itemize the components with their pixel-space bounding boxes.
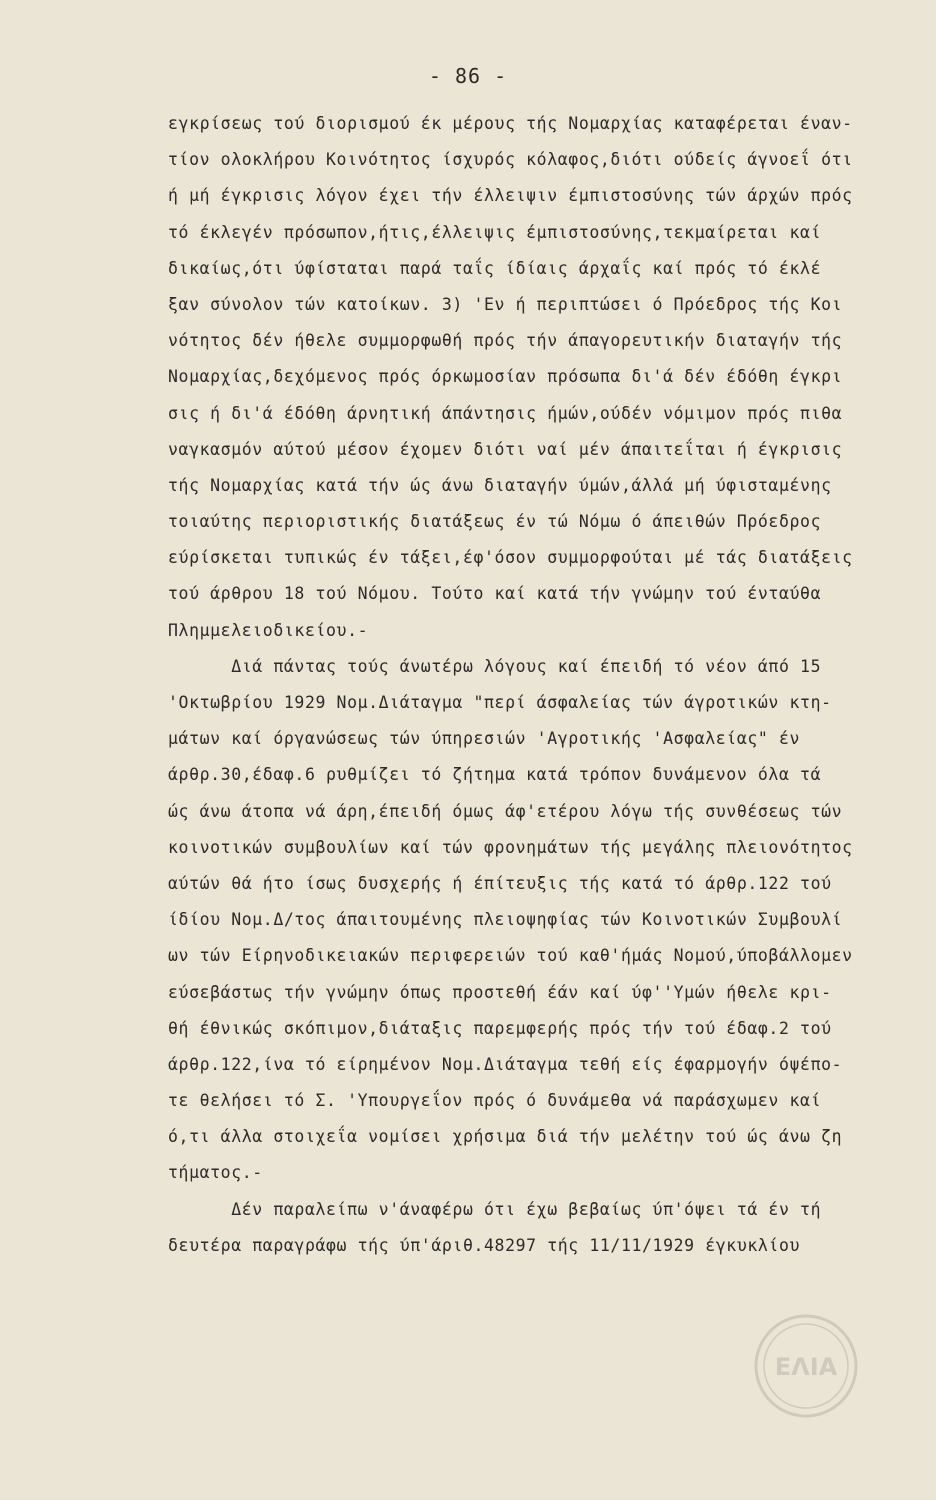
- text-line: ή μή έγκρισις λόγον έχει τήν έλλειψιν έμπιστοσύνης τών άρχών πρός: [168, 186, 853, 206]
- text-line: τήματος.-: [168, 1163, 263, 1183]
- text-line: τής Νομαρχίας κατά τήν ώς άνω διαταγήν ύμών,άλλά μή ύφισταμένης: [168, 475, 832, 495]
- page-number: - 86 -: [428, 64, 508, 88]
- text-line: 'Οκτωβρίου 1929 Νομ.Διάταγμα "περί άσφαλείας τών άγροτικών κτη-: [168, 693, 832, 712]
- text-line: τίον ολοκλήρου Κοινότητος ίσχυρός κόλαφος,διότι ούδείς άγνοεΐ ότι: [168, 150, 853, 170]
- text-line: Πλημμελειοδικείου.-: [168, 620, 369, 640]
- text-line: τό έκλεγέν πρόσωπον,ήτις,έλλειψις έμπιστοσύνης,τεκμαίρεται καί: [168, 222, 822, 242]
- text-line: τού άρθρου 18 τού Νόμου. Τούτο καί κατά τήν γνώμην τού ένταύθα: [168, 584, 822, 604]
- text-line: θή έθνικώς σκόπιμον,διάταξις παρεμφερής πρός τήν τού έδαφ.2 τού: [168, 1018, 832, 1038]
- text-line: Νομαρχίας,δεχόμενος πρός όρκωμοσίαν πρόσωπα δι'ά δέν έδόθη έγκρι: [168, 367, 843, 387]
- text-line: εύρίσκεται τυπικώς έν τάξει,έφ'όσον συμμορφούται μέ τάς διατάξεις: [168, 548, 853, 568]
- stamp-text: ΕΛΙΑ: [774, 1353, 838, 1381]
- text-line: άρθρ.30,έδαφ.6 ρυθμίζει τό ζήτημα κατά τρόπον δυνάμενον όλα τά: [168, 765, 822, 785]
- text-line: ξαν σύνολον τών κατοίκων. 3) 'Εν ή περιπτώσει ό Πρόεδρος τής Κοι: [168, 294, 843, 314]
- text-line: άρθρ.122,ίνα τό είρημένον Νομ.Διάταγμα τεθή είς έφαρμογήν όψέπο-: [168, 1054, 843, 1074]
- text-line: Διά πάντας τούς άνωτέρω λόγους καί έπειδή τό νέον άπό 15: [168, 656, 822, 676]
- text-line: εύσεβάστως τήν γνώμην όπως προστεθή έάν καί ύφ''Υμών ήθελε κρι-: [168, 982, 832, 1002]
- text-line: δευτέρα παραγράφω τής ύπ'άριθ.48297 τής 11/11/1929 έγκυκλίου: [168, 1235, 801, 1255]
- text-line: ό,τι άλλα στοιχεΐα νομίσει χρήσιμα διά τήν μελέτην τού ώς άνω ζη: [168, 1127, 843, 1147]
- archive-stamp-logo: [752, 1312, 860, 1420]
- text-line: τε θελήσει τό Σ. 'Υπουργεΐον πρός ό δυνάμεθα νά παράσχωμεν καί: [168, 1091, 822, 1111]
- text-line: κοινοτικών συμβουλίων καί τών φρονημάτων τής μεγάλης πλειονότητος: [168, 837, 853, 857]
- text-line: ίδίου Νομ.Δ/τος άπαιτουμένης πλειοψηφίας τών Κοινοτικών Συμβουλί: [168, 910, 843, 930]
- text-line: εγκρίσεως τού διορισμού έκ μέρους τής Νομαρχίας καταφέρεται έναν-: [168, 114, 853, 133]
- text-line: μάτων καί όργανώσεως τών ύπηρεσιών 'Αγροτικής 'Ασφαλείας" έν: [168, 729, 801, 749]
- text-line: τοιαύτης περιοριστικής διατάξεως έν τώ Νόμω ό άπειθών Πρόεδρος: [168, 512, 822, 532]
- text-line: ώς άνω άτοπα νά άρη,έπειδή όμως άφ'ετέρου λόγω τής συνθέσεως τών: [168, 801, 843, 821]
- document-body: [168, 106, 936, 1264]
- text-line: ναγκασμόν αύτού μέσον έχομεν διότι ναί μέν άπαιτεΐται ή έγκρισις: [168, 439, 843, 459]
- text-line: νότητος δέν ήθελε συμμορφωθή πρός τήν άπαγορευτικήν διαταγήν τής: [168, 331, 843, 351]
- text-line: Δέν παραλείπω ν'άναφέρω ότι έχω βεβαίως ύπ'όψει τά έν τή: [168, 1199, 822, 1219]
- text-line: σις ή δι'ά έδόθη άρνητική άπάντησις ήμών,ούδέν νόμιμον πρός πιθα: [168, 403, 843, 423]
- text-line: ων τών Είρηνοδικειακών περιφερειών τού καθ'ήμάς Νομού,ύποβάλλομεν: [168, 946, 853, 966]
- text-line: δικαίως,ότι ύφίσταται παρά ταΐς ίδίαις άρχαΐς καί πρός τό έκλέ: [168, 258, 822, 278]
- text-line: αύτών θά ήτο ίσως δυσχερής ή έπίτευξις τής κατά τό άρθρ.122 τού: [168, 873, 832, 893]
